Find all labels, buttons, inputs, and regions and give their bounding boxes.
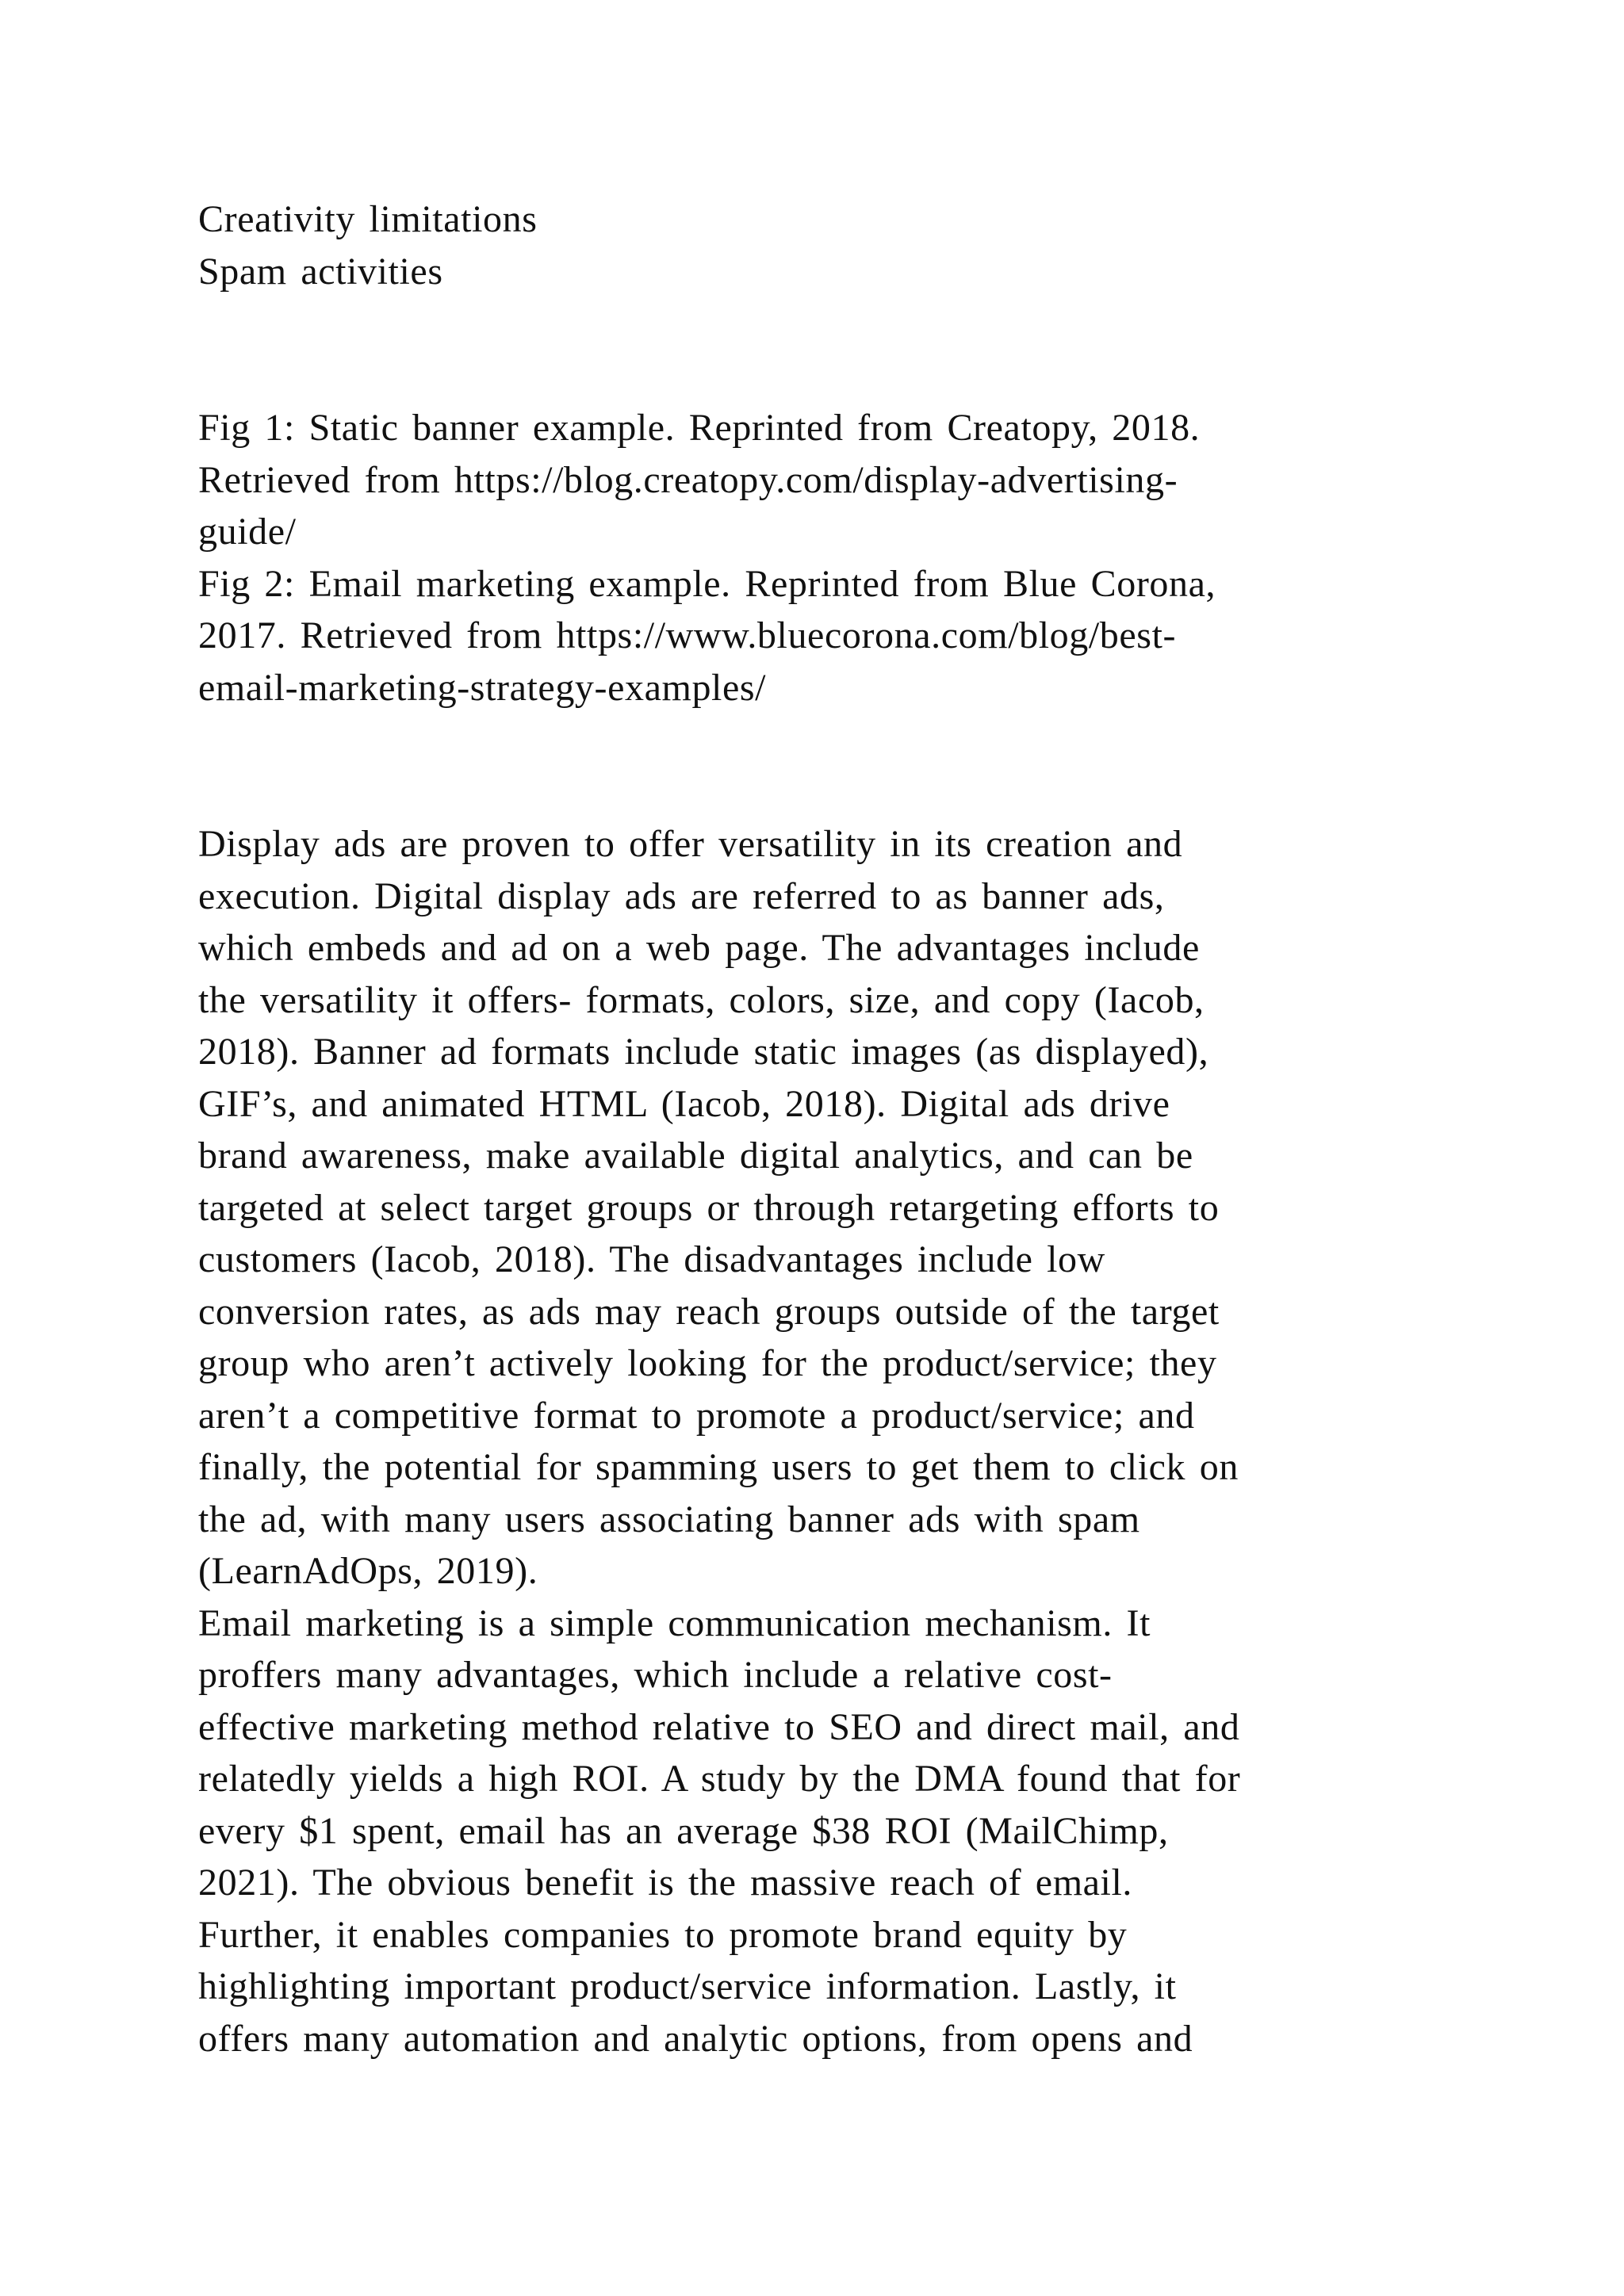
note-line: Creativity limitations: [198, 198, 538, 240]
body-line: effective marketing method relative to SEO and direct mail, and: [198, 1705, 1240, 1748]
notes-list: [198, 193, 1435, 297]
figure-caption-line: Retrieved from https://blog.creatopy.com/display-advertising-: [198, 458, 1178, 501]
body-line: brand awareness, make available digital analytics, and can be: [198, 1135, 1193, 1177]
figure-captions: [198, 402, 1435, 714]
body-text: [198, 818, 1435, 2064]
figure-caption-line: Fig 1: Static banner example. Reprinted from Creatopy, 2018.: [198, 407, 1201, 449]
body-line: aren’t a competitive format to promote a product/service; and: [198, 1394, 1195, 1437]
figure-caption-line: email-marketing-strategy-examples/: [198, 666, 767, 709]
body-line: targeted at select target groups or through retargeting efforts to: [198, 1186, 1220, 1229]
body-line: 2021). The obvious benefit is the massive reach of email.: [198, 1862, 1133, 1904]
body-line: the versatility it offers- formats, colors, size, and copy (Iacob,: [198, 978, 1205, 1021]
body-line: group who aren’t actively looking for the product/service; they: [198, 1342, 1217, 1384]
body-line: customers (Iacob, 2018). The disadvantages include low: [198, 1238, 1105, 1280]
body-line: execution. Digital display ads are referred to as banner ads,: [198, 874, 1165, 917]
figure-caption-line: guide/: [198, 511, 297, 553]
body-line: relatedly yields a high ROI. A study by the DMA found that for: [198, 1758, 1241, 1800]
body-line: finally, the potential for spamming users to get them to click on: [198, 1446, 1239, 1488]
body-line: (LearnAdOps, 2019).: [198, 1550, 538, 1592]
body-line: every $1 spent, email has an average $38 ROI (MailChimp,: [198, 1809, 1169, 1852]
body-line: Further, it enables companies to promote brand equity by: [198, 1913, 1128, 1956]
body-line: conversion rates, as ads may reach groups outside of the target: [198, 1290, 1220, 1333]
body-line: 2018). Banner ad formats include static images (as displayed),: [198, 1031, 1209, 1073]
body-line: the ad, with many users associating banner ads with spam: [198, 1498, 1140, 1540]
body-line: highlighting important product/service information. Lastly, it: [198, 1965, 1177, 2007]
body-line: GIF’s, and animated HTML (Iacob, 2018). Digital ads drive: [198, 1082, 1170, 1125]
body-line: offers many automation and analytic options, from opens and: [198, 2017, 1193, 2060]
note-line: Spam activities: [198, 250, 443, 293]
body-line: Email marketing is a simple communication mechanism. It: [198, 1601, 1151, 1644]
body-line: which embeds and ad on a web page. The advantages include: [198, 927, 1200, 969]
figure-caption-line: Fig 2: Email marketing example. Reprinted from Blue Corona,: [198, 562, 1216, 605]
body-line: Display ads are proven to offer versatility in its creation and: [198, 823, 1183, 865]
figure-caption-line: 2017. Retrieved from https://www.bluecorona.com/blog/best-: [198, 614, 1177, 656]
body-line: proffers many advantages, which include a relative cost-: [198, 1654, 1113, 1696]
